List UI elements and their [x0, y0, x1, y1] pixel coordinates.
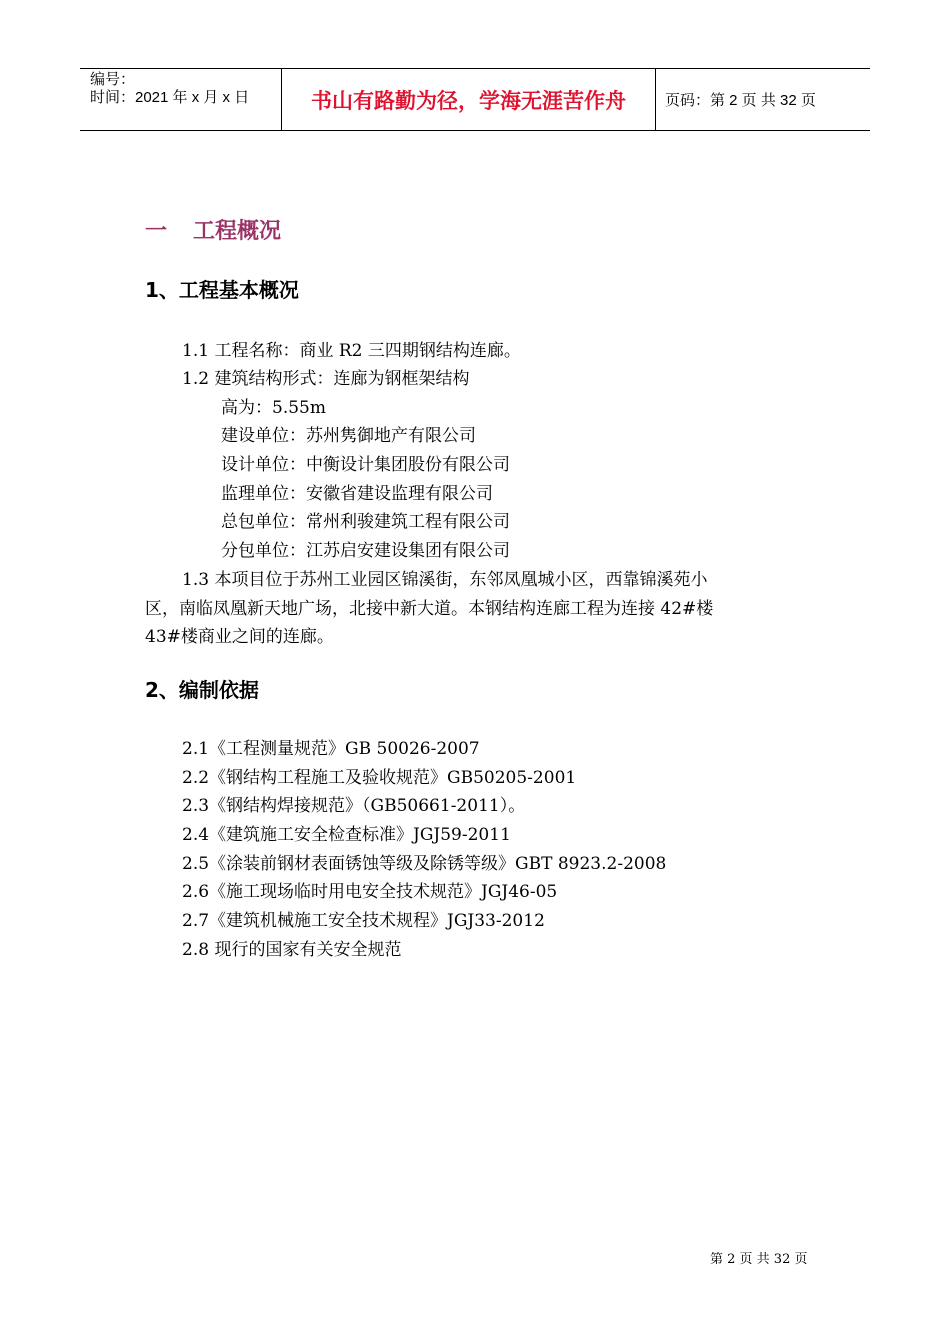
paragraph-line: 监理单位：安徽省建设监理有限公司: [221, 484, 493, 504]
page-footer: 第 2 页 共 32 页: [710, 1252, 808, 1267]
list-item: 2.4《建筑施工安全检查标准》JGJ59-2011: [182, 825, 511, 845]
list-item: 2.2《钢结构工程施工及验收规范》GB50205-2001: [182, 768, 577, 788]
subsection-heading-basis: 2、编制依据: [145, 678, 259, 702]
list-item: 2.5《涂装前钢材表面锈蚀等级及除锈等级》GBT 8923.2-2008: [182, 854, 667, 874]
section-number: 一: [145, 219, 168, 244]
document-number: 编号：: [90, 71, 136, 88]
section-title: 工程概况: [193, 219, 282, 244]
paragraph-line: 1.3 本项目位于苏州工业园区锦溪街，东邻凤凰城小区，西靠锦溪苑小: [182, 570, 708, 590]
subsection-heading-basic: 1、工程基本概况: [145, 278, 299, 302]
header-motto: 书山有路勤为径，学海无涯苦作舟: [281, 69, 656, 130]
list-item: 2.7《建筑机械施工安全技术规程》JGJ33-2012: [182, 911, 545, 931]
paragraph-line: 区，南临凤凰新天地广场，北接中新大道。本钢结构连廊工程为连接 42#楼: [145, 599, 714, 619]
section-heading: [145, 214, 281, 245]
list-item: 2.6《施工现场临时用电安全技术规范》JGJ46-05: [182, 882, 558, 902]
list-item: 2.1《工程测量规范》GB 50026-2007: [182, 739, 480, 759]
page-header: [80, 68, 870, 131]
header-page-label: 页码：第 2 页 共 32 页: [665, 92, 816, 109]
list-item: 2.3《钢结构焊接规范》（GB50661-2011）。: [182, 796, 526, 816]
paragraph-line: 建设单位：苏州隽御地产有限公司: [221, 426, 476, 446]
paragraph-line: 总包单位：常州利骏建筑工程有限公司: [221, 512, 510, 532]
paragraph-line: 43#楼商业之间的连廊。: [145, 627, 334, 647]
paragraph-line: 高为：5.55m: [221, 398, 326, 418]
header-page-number: [655, 69, 870, 130]
list-item: 2.8 现行的国家有关安全规范: [182, 940, 402, 960]
header-meta: [80, 69, 281, 130]
paragraph-line: 设计单位：中衡设计集团股份有限公司: [221, 455, 510, 475]
paragraph-line: 分包单位：江苏启安建设集团有限公司: [221, 541, 510, 561]
paragraph-line: 1.2 建筑结构形式：连廊为钢框架结构: [182, 369, 470, 389]
document-time: 时间：2021 年 x 月 x 日: [90, 89, 250, 106]
paragraph-line: 1.1 工程名称：商业 R2 三四期钢结构连廊。: [182, 341, 521, 361]
